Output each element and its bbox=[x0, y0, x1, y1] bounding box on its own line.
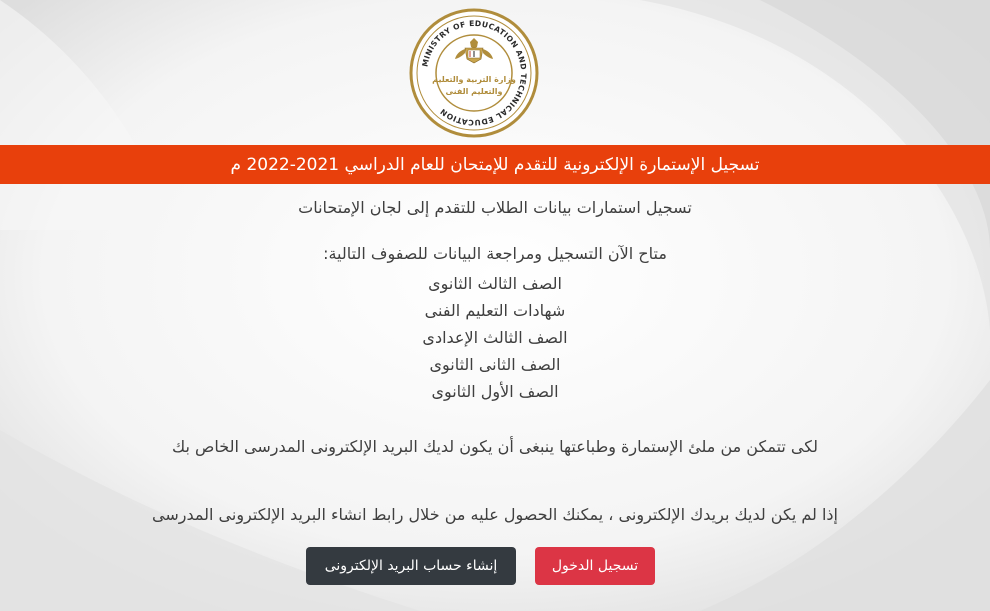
create-email-account-button[interactable]: إنشاء حساب البريد الإلكترونى bbox=[306, 547, 516, 585]
logo-arabic-line-2: والتعليم الفنى bbox=[445, 87, 503, 96]
logo-arabic-line-1: وزارة التربية والتعليم bbox=[432, 75, 516, 84]
logo-ring-text: MINISTRY OF EDUCATION AND TECHNICAL EDUCATION bbox=[420, 18, 529, 128]
available-intro: متاح الآن التسجيل ومراجعة البيانات للصفوف التالية: bbox=[323, 244, 667, 263]
grade-item: الصف الثالث الإعدادى bbox=[422, 328, 568, 347]
grade-item: الصف الثالث الثانوى bbox=[428, 274, 562, 293]
grade-item: شهادات التعليم الفنى bbox=[424, 301, 566, 320]
no-email-note: إذا لم يكن لديك بريدك الإلكترونى ، يمكنك الحصول عليه من خلال رابط انشاء البريد الإلكترونى المدرسى bbox=[152, 505, 838, 524]
grade-item: الصف الأول الثانوى bbox=[431, 382, 559, 401]
page-subtitle: تسجيل استمارات بيانات الطلاب للتقدم إلى لجان الإمتحانات bbox=[298, 198, 692, 217]
page-title: تسجيل الإستمارة الإلكترونية للتقدم للإمتحان للعام الدراسي 2021-2022 م bbox=[230, 154, 760, 175]
ministry-logo bbox=[409, 8, 539, 138]
grade-item: الصف الثانى الثانوى bbox=[429, 355, 561, 374]
login-button[interactable]: تسجيل الدخول bbox=[535, 547, 655, 585]
page-title-banner bbox=[0, 145, 990, 184]
grades-list bbox=[0, 270, 990, 405]
email-requirement-text: لكى تتمكن من ملئ الإستمارة وطباعتها ينبغى أن يكون لديك البريد الإلكترونى المدرسى الخاص بك bbox=[172, 437, 818, 456]
